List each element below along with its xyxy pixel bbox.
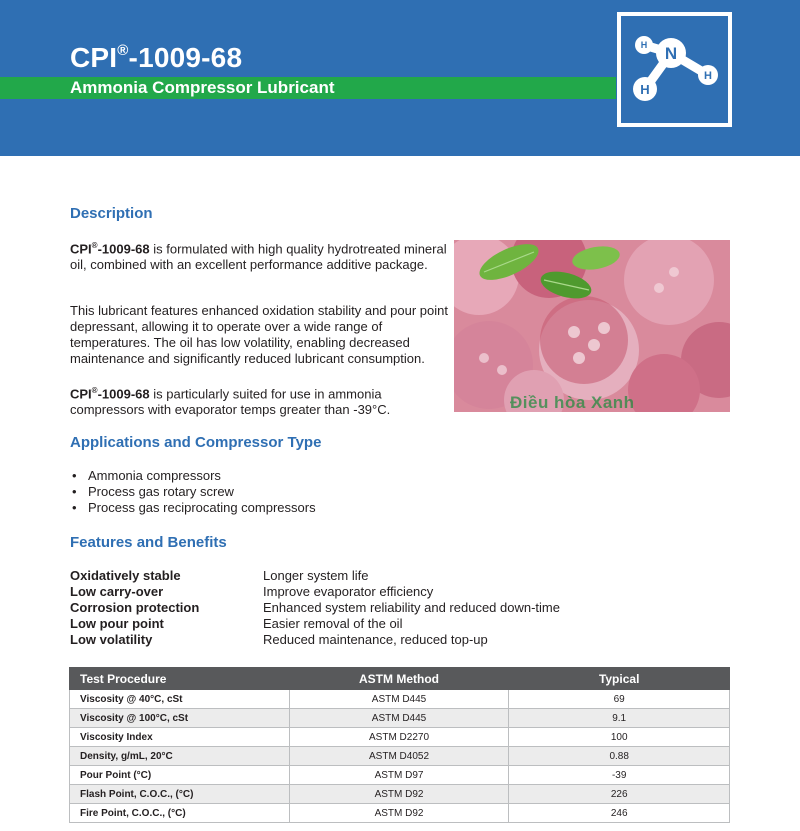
feature-benefit: Improve evaporator efficiency [263,584,434,599]
table-cell: 246 [509,804,730,823]
description-heading: Description [70,205,153,222]
product-title: CPI®-1009-68 [70,41,243,73]
list-item: • Ammonia compressors [70,468,316,484]
table-row [70,747,730,766]
table-cell: 226 [509,785,730,804]
applications-list [70,468,316,516]
feature-name: Low pour point [70,616,164,631]
table-cell: Viscosity @ 100°C, cSt [70,709,290,728]
table-row [70,709,730,728]
table-cell: Viscosity Index [70,728,290,747]
table-row [70,804,730,823]
header-banner [0,0,800,156]
table-cell: Density, g/mL, 20°C [70,747,290,766]
list-item: • Process gas rotary screw [70,484,316,500]
table-cell: ASTM D4052 [289,747,509,766]
table-cell: Flash Point, C.O.C., (°C) [70,785,290,804]
table-cell: Pour Point (°C) [70,766,290,785]
table-header-row [70,668,730,690]
features-list [70,568,560,648]
table-cell: -39 [509,766,730,785]
feature-row [70,584,560,600]
feature-name: Corrosion protection [70,600,200,615]
table-cell: ASTM D92 [289,804,509,823]
table-cell: ASTM D445 [289,709,509,728]
header-typical: Typical [509,668,730,690]
description-paragraph-1: CPI®-1009-68 is formulated with high quality hydrotreated mineral oil, combined with an excellent performance additive package. [70,241,447,273]
table-row [70,766,730,785]
description-paragraph-2: This lubricant features enhanced oxidation stability and pour point depressant, allowing it to operate over a wide range of temperatures. The oil has low volatility, enabling decreased maintenance and significantly reduced lubricant consumption. [70,303,448,366]
table-cell: ASTM D445 [289,690,509,709]
specifications-table [69,667,730,823]
applications-heading: Applications and Compressor Type [70,434,322,451]
table-cell: ASTM D92 [289,785,509,804]
table-cell: 9.1 [509,709,730,728]
watermark-text: Điều hòa Xanh [510,393,635,412]
feature-name: Oxidatively stable [70,568,181,583]
feature-benefit: Reduced maintenance, reduced top-up [263,632,488,647]
feature-row [70,632,560,648]
table-cell: 0.88 [509,747,730,766]
table-cell: 100 [509,728,730,747]
frozen-raspberries-image [454,240,730,412]
ammonia-molecule-icon [617,12,732,127]
table-cell: 69 [509,690,730,709]
atom-h-1: H [640,40,648,50]
table-cell: Fire Point, C.O.C., (°C) [70,804,290,823]
feature-benefit: Longer system life [263,568,369,583]
table-cell: ASTM D2270 [289,728,509,747]
table-cell: ASTM D97 [289,766,509,785]
table-row [70,690,730,709]
atom-h-3: H [640,82,650,97]
feature-benefit: Easier removal of the oil [263,616,403,631]
feature-row [70,616,560,632]
feature-row [70,600,560,616]
header-astm-method: ASTM Method [289,668,509,690]
atom-n: N [664,44,678,63]
feature-row [70,568,560,584]
list-item: • Process gas reciprocating compressors [70,500,316,516]
table-row [70,728,730,747]
features-heading: Features and Benefits [70,534,227,551]
feature-benefit: Enhanced system reliability and reduced down-time [263,600,560,615]
feature-name: Low carry-over [70,584,164,599]
header-test-procedure: Test Procedure [70,668,290,690]
table-cell: Viscosity @ 40°C, cSt [70,690,290,709]
atom-h-2: H [704,70,712,82]
table-row [70,785,730,804]
description-paragraph-3: CPI®-1009-68 is particularly suited for use in ammonia compressors with evaporator temps greater than -39°C. [70,386,391,418]
feature-name: Low volatility [70,632,153,647]
product-subtitle: Ammonia Compressor Lubricant [70,78,335,97]
